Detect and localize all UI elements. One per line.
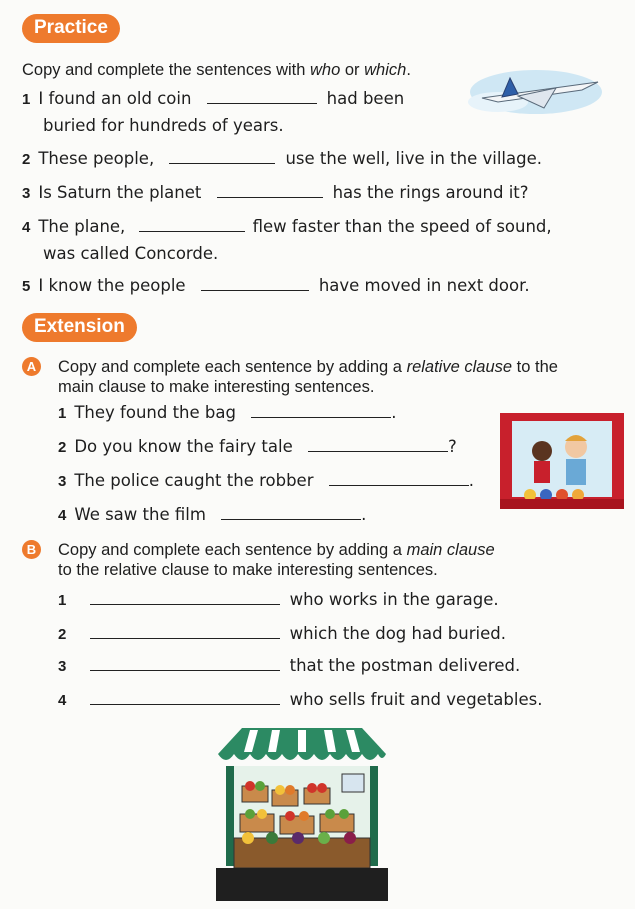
item-text: I know the people	[38, 276, 186, 295]
answer-blank[interactable]	[329, 470, 469, 486]
answer-blank[interactable]	[169, 148, 275, 164]
instruction-emphasis: main clause	[406, 541, 495, 559]
market-stall-illustration	[212, 726, 392, 901]
item-text: have moved in next door.	[318, 276, 530, 295]
practice-item-4	[22, 216, 552, 239]
item-number: 4	[58, 507, 67, 524]
instruction-who: who	[310, 61, 341, 79]
item-text: The plane,	[38, 217, 126, 236]
item-text: has the rings around it?	[332, 183, 529, 202]
item-text: which the dog had buried.	[289, 624, 506, 643]
part-b-item-2	[58, 623, 506, 646]
instruction-text: Copy and complete the sentences with	[22, 61, 311, 79]
item-end: .	[468, 471, 474, 490]
part-b-item-4	[58, 689, 542, 712]
item-number: 1	[22, 91, 31, 108]
instruction-text: to the relative clause to make interesting sentences.	[58, 561, 438, 579]
item-number: 2	[58, 626, 67, 643]
answer-blank[interactable]	[207, 88, 317, 104]
part-a-item-2	[58, 436, 457, 459]
part-b-item-3	[58, 655, 520, 678]
extension-heading: Extension	[22, 313, 137, 342]
item-end: .	[361, 505, 367, 524]
answer-blank[interactable]	[90, 689, 280, 705]
item-text: flew faster than the speed of sound,	[252, 217, 552, 236]
item-text: use the well, live in the village.	[285, 149, 542, 168]
item-number: 3	[58, 658, 67, 675]
practice-instruction	[22, 60, 411, 80]
part-a-item-4	[58, 504, 366, 527]
answer-blank[interactable]	[217, 182, 323, 198]
part-b-badge: B	[22, 540, 41, 559]
item-text: who works in the garage.	[289, 590, 499, 609]
instruction-text: to the	[512, 358, 558, 376]
item-text: They found the bag	[74, 403, 236, 422]
instruction-period: .	[406, 61, 411, 79]
item-text: The police caught the robber	[74, 471, 314, 490]
answer-blank[interactable]	[201, 275, 309, 291]
item-text: These people,	[38, 149, 155, 168]
item-number: 1	[58, 592, 67, 609]
item-text: who sells fruit and vegetables.	[289, 690, 543, 709]
item-end: ?	[448, 437, 457, 456]
item-number: 4	[22, 219, 31, 236]
instruction-which: which	[364, 61, 407, 79]
item-number: 1	[58, 405, 67, 422]
answer-blank[interactable]	[308, 436, 448, 452]
part-a-item-1	[58, 402, 396, 425]
answer-blank[interactable]	[90, 589, 280, 605]
practice-item-1	[22, 88, 404, 111]
answer-blank[interactable]	[221, 504, 361, 520]
practice-item-2	[22, 148, 542, 171]
practice-heading: Practice	[22, 14, 120, 43]
instruction-emphasis: relative clause	[406, 358, 513, 376]
item-number: 3	[58, 473, 67, 490]
part-a-instruction	[58, 357, 558, 397]
instruction-text: main clause to make interesting sentences.	[58, 378, 375, 396]
part-a-badge: A	[22, 357, 41, 376]
item-text: Is Saturn the planet	[38, 183, 202, 202]
part-b-instruction	[58, 540, 495, 580]
instruction-text: Copy and complete each sentence by adding a	[58, 358, 407, 376]
item-text: that the postman delivered.	[289, 656, 521, 675]
item-number: 2	[22, 151, 31, 168]
item-number: 2	[58, 439, 67, 456]
answer-blank[interactable]	[251, 402, 391, 418]
practice-item-1-continued: buried for hundreds of years.	[43, 116, 284, 135]
practice-item-5	[22, 275, 530, 298]
answer-blank[interactable]	[90, 655, 280, 671]
item-text: I found an old coin	[38, 89, 192, 108]
instruction-or: or	[340, 61, 365, 79]
item-text: Do you know the fairy tale	[74, 437, 293, 456]
item-number: 4	[58, 692, 67, 709]
answer-blank[interactable]	[139, 216, 245, 232]
answer-blank[interactable]	[90, 623, 280, 639]
item-number: 3	[22, 185, 31, 202]
part-a-item-3	[58, 470, 474, 493]
item-end: .	[391, 403, 397, 422]
instruction-text: Copy and complete each sentence by adding a	[58, 541, 407, 559]
item-number: 5	[22, 278, 31, 295]
practice-item-4-continued: was called Concorde.	[43, 244, 219, 263]
item-text: had been	[326, 89, 405, 108]
practice-item-3	[22, 182, 529, 205]
tv-puppet-show-illustration	[500, 413, 624, 509]
item-text: We saw the film	[74, 505, 206, 524]
concorde-plane-illustration	[458, 60, 608, 120]
part-b-item-1	[58, 589, 499, 612]
